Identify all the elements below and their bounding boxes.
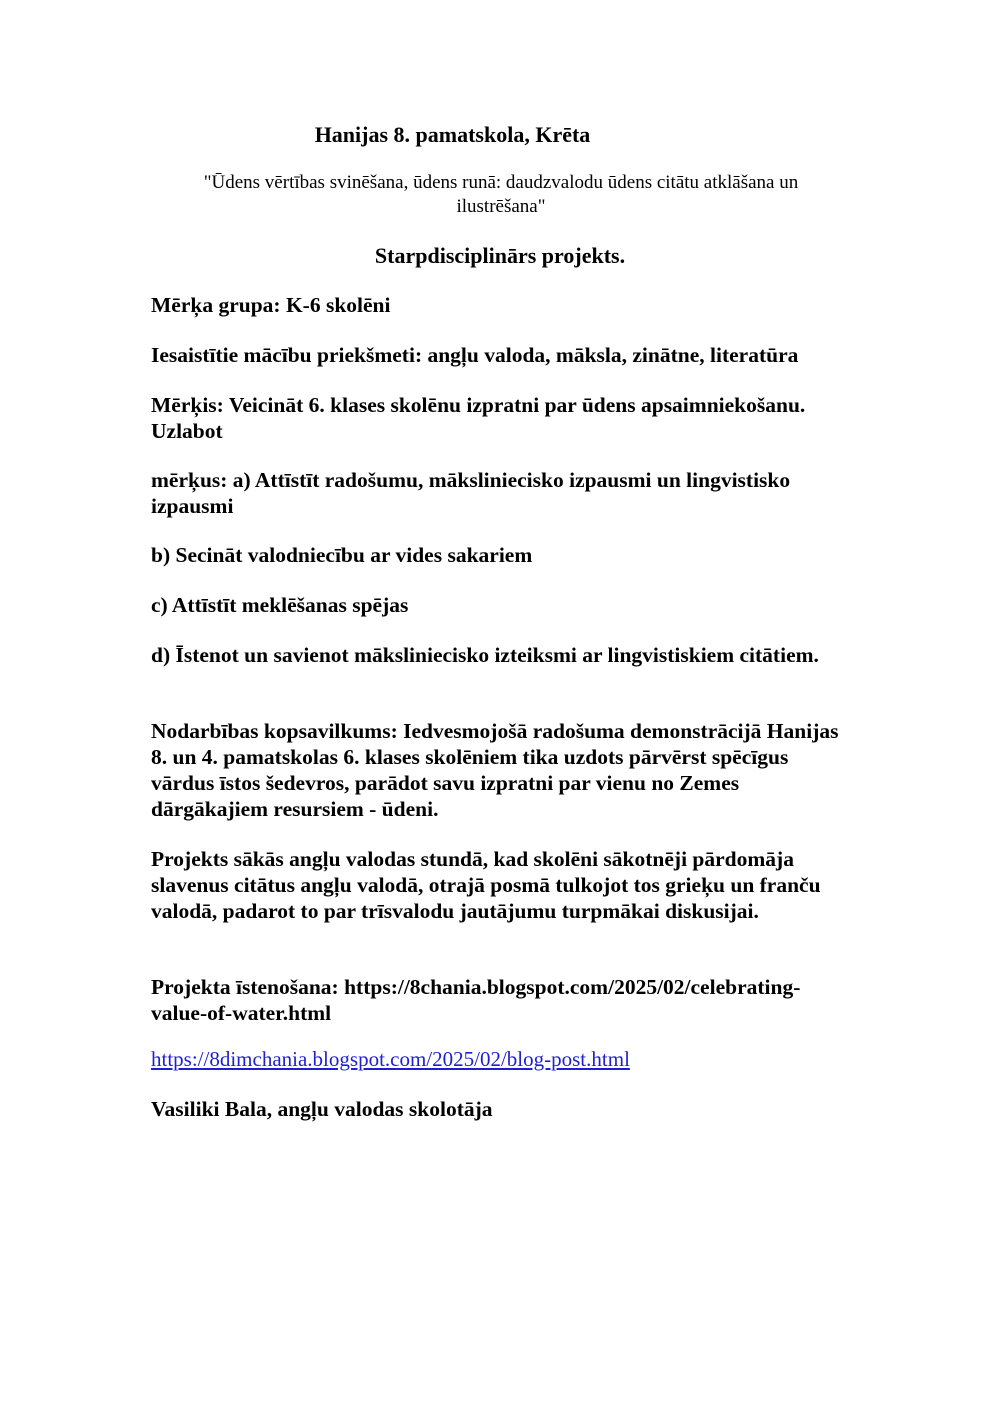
goal-c: c) Attīstīt meklēšanas spējas <box>151 593 409 617</box>
blog-link[interactable]: https://8dimchania.blogspot.com/2025/02/blog-post.html <box>151 1047 630 1071</box>
school-title: Hanijas 8. pamatskola, Krēta <box>314 122 591 147</box>
project-description: Projekts sākās angļu valodas stundā, kad skolēni sākotnēji pārdomāja slavenus citātus angļu valodā, otrajā posmā tulkojot tos grieķu un franču valodā, padarot to par trīsvalodu jautājumu turpmākai diskusijai. <box>151 847 821 923</box>
goal-a: mērķus: a) Attīstīt radošumu, māksliniecisko izpausmi un lingvistisko izpausmi <box>151 468 791 518</box>
goal-b: b) Secināt valodniecību ar vides sakariem <box>151 543 533 567</box>
lesson-summary: Nodarbības kopsavilkums: Iedvesmojošā radošuma demonstrācijā Hanijas 8. un 4. pamatskolas 6. klases skolēniem tika uzdots pārvērst spēcīgus vārdus īstos šedevros, parādot savu izpratni par vienu no Zemes dārgākajiem resursiem - ūdeni. <box>151 719 839 821</box>
implementation: Projekta īstenošana: https://8chania.blogspot.com/2025/02/celebrating-value-of-water.html <box>151 975 801 1025</box>
project-type: Starpdisciplinārs projekts. <box>374 243 626 268</box>
project-title: "Ūdens vērtības svinēšana, ūdens runā: daudzvalodu ūdens citātu atklāšana un ilustrēšana" <box>203 172 799 217</box>
aim: Mērķis: Veicināt 6. klases skolēnu izpratni par ūdens apsaimniekošanu. Uzlabot <box>151 393 806 443</box>
author: Vasiliki Bala, angļu valodas skolotāja <box>151 1097 493 1121</box>
target-group: Mērķa grupa: K-6 skolēni <box>151 293 391 317</box>
subjects: Iesaistītie mācību priekšmeti: angļu valoda, māksla, zinātne, literatūra <box>151 343 799 367</box>
goal-d: d) Īstenot un savienot māksliniecisko izteiksmi ar lingvistiskiem citātiem. <box>151 643 819 667</box>
